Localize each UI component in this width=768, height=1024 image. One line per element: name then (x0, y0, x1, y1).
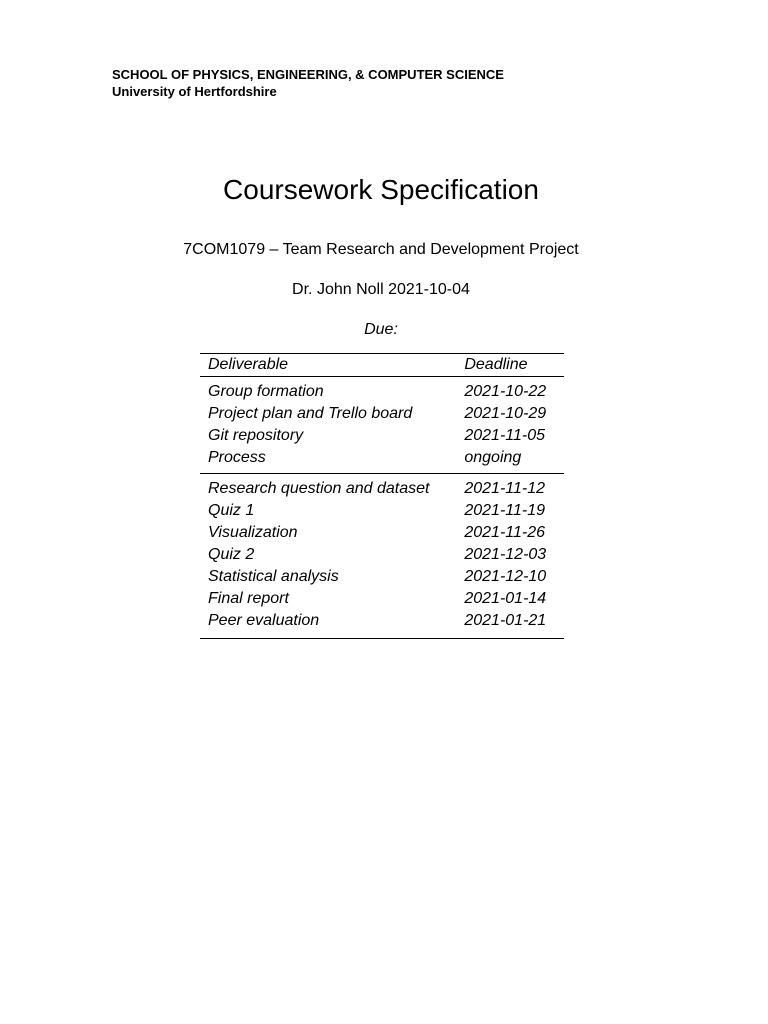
school-name: SCHOOL OF PHYSICS, ENGINEERING, & COMPUTER SCIENCE (112, 67, 504, 82)
deliverables-group-1 (200, 377, 564, 474)
table-row (200, 588, 564, 610)
deliverable-cell: Final report (208, 590, 289, 607)
table-row (200, 425, 564, 447)
deliverable-cell: Process (208, 449, 266, 466)
author-date: Dr. John Noll 2021-10-04 (292, 281, 470, 298)
deliverables-table (200, 353, 564, 639)
deliverables-group-2 (200, 474, 564, 639)
deliverable-cell: Git repository (208, 427, 304, 444)
university-name: University of Hertfordshire (112, 84, 277, 99)
document-header (112, 66, 504, 100)
header-deadline: Deadline (458, 354, 564, 377)
table-row (200, 610, 564, 639)
deadline-cell: 2021-01-21 (464, 612, 547, 629)
deliverable-cell: Statistical analysis (208, 568, 339, 585)
deadline-cell: 2021-11-19 (464, 502, 545, 519)
due-label: Due: (364, 321, 398, 338)
deadline-cell: 2021-12-10 (464, 568, 547, 585)
table-row (200, 447, 564, 474)
table-row (200, 500, 564, 522)
deadline-cell: 2021-11-05 (464, 427, 545, 444)
deliverable-cell: Quiz 1 (208, 502, 255, 519)
deadline-cell: ongoing (464, 449, 522, 466)
deadline-cell: 2021-01-14 (464, 590, 547, 607)
table-row (200, 522, 564, 544)
header-deliverable: Deliverable (200, 354, 458, 377)
table-row (200, 403, 564, 425)
deliverable-cell: Visualization (208, 524, 298, 541)
deadline-cell: 2021-10-22 (464, 383, 547, 400)
table-row (200, 377, 564, 404)
deliverable-cell: Research question and dataset (208, 480, 430, 497)
course-subtitle: 7COM1079 – Team Research and Development Project (183, 241, 579, 258)
table-row (200, 474, 564, 501)
table-header-row (200, 354, 564, 377)
table-row (200, 566, 564, 588)
page-title: Coursework Specification (223, 174, 539, 205)
deadline-cell: 2021-12-03 (464, 546, 547, 563)
table-row (200, 544, 564, 566)
deadline-cell: 2021-11-26 (464, 524, 545, 541)
deliverable-cell: Quiz 2 (208, 546, 255, 563)
deadline-cell: 2021-11-12 (464, 480, 545, 497)
deadline-cell: 2021-10-29 (464, 405, 547, 422)
deliverable-cell: Project plan and Trello board (208, 405, 413, 422)
deliverable-cell: Group formation (208, 383, 324, 400)
deliverable-cell: Peer evaluation (208, 612, 320, 629)
